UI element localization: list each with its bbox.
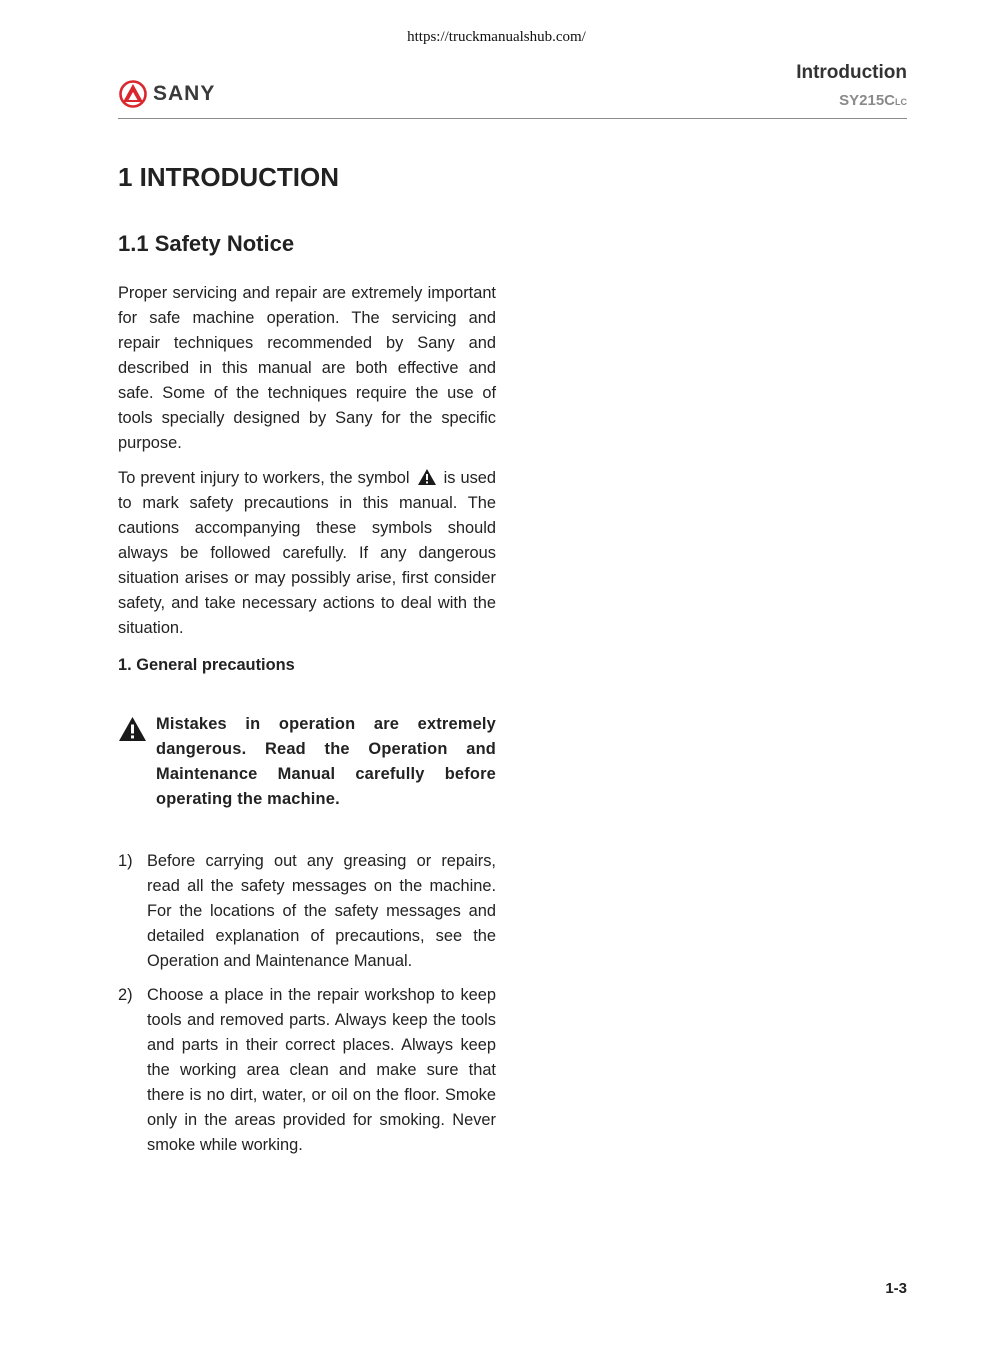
warning-box-icon-wrap (118, 712, 156, 812)
header-model (796, 92, 907, 109)
header-section-title: Introduction (796, 62, 907, 83)
list-item-text: Choose a place in the repair workshop to keep tools and removed parts. Always keep the tools and parts in their correct places. Always keep the working area clean and make sure that there is no dirt, water, or oil on the floor. Smoke only in the areas provided for smoking. Never smoke while working. (147, 986, 496, 1154)
list-item-number: 2) (118, 986, 133, 1004)
header-model-main: SY215C (839, 92, 895, 109)
list-item (118, 983, 496, 1158)
warning-triangle-icon (118, 716, 147, 742)
sany-logo-icon (118, 80, 148, 108)
paragraph-symbol-before: To prevent injury to workers, the symbol (118, 469, 410, 487)
paragraph-symbol (118, 466, 496, 641)
sany-logo (118, 80, 215, 108)
source-url[interactable]: https://truckmanualshub.com/ (407, 29, 586, 45)
list-item-number: 1) (118, 852, 133, 870)
page-number: 1-3 (885, 1280, 907, 1297)
subheading-general-precautions: 1. General precautions (118, 656, 295, 674)
list-item (118, 849, 496, 974)
warning-triangle-icon (417, 468, 437, 486)
text-column (118, 281, 496, 1167)
paragraph-intro: Proper servicing and repair are extremely important for safe machine operation. The servicing and repair techniques recommended by Sany and described in this manual are both effective and safe. Some of the techniques require the use of tools specially designed by Sany for the specific purpose. (118, 284, 496, 452)
header-model-sub: LC (895, 97, 907, 107)
running-header (796, 62, 907, 109)
brand-name: SANY (153, 82, 216, 105)
warning-box (118, 712, 496, 812)
section-title: 1.1 Safety Notice (118, 231, 295, 256)
precautions-list (118, 849, 496, 1158)
list-item-text: Before carrying out any greasing or repairs, read all the safety messages on the machine. For the locations of the safety messages and detailed explanation of precautions, see the Operation and Maintenance Manual. (147, 852, 496, 970)
paragraph-symbol-after: is used to mark safety precautions in this manual. The cautions accompanying these symbols should always be followed carefully. If any dangerous situation arises or may possibly arise, first consider safety, and take necessary actions to deal with the situation. (118, 469, 497, 637)
chapter-title: 1 INTRODUCTION (118, 162, 339, 192)
header-divider (118, 118, 907, 119)
warning-text: Mistakes in operation are extremely dangerous. Read the Operation and Maintenance Manual carefully before operating the machine. (156, 715, 496, 808)
